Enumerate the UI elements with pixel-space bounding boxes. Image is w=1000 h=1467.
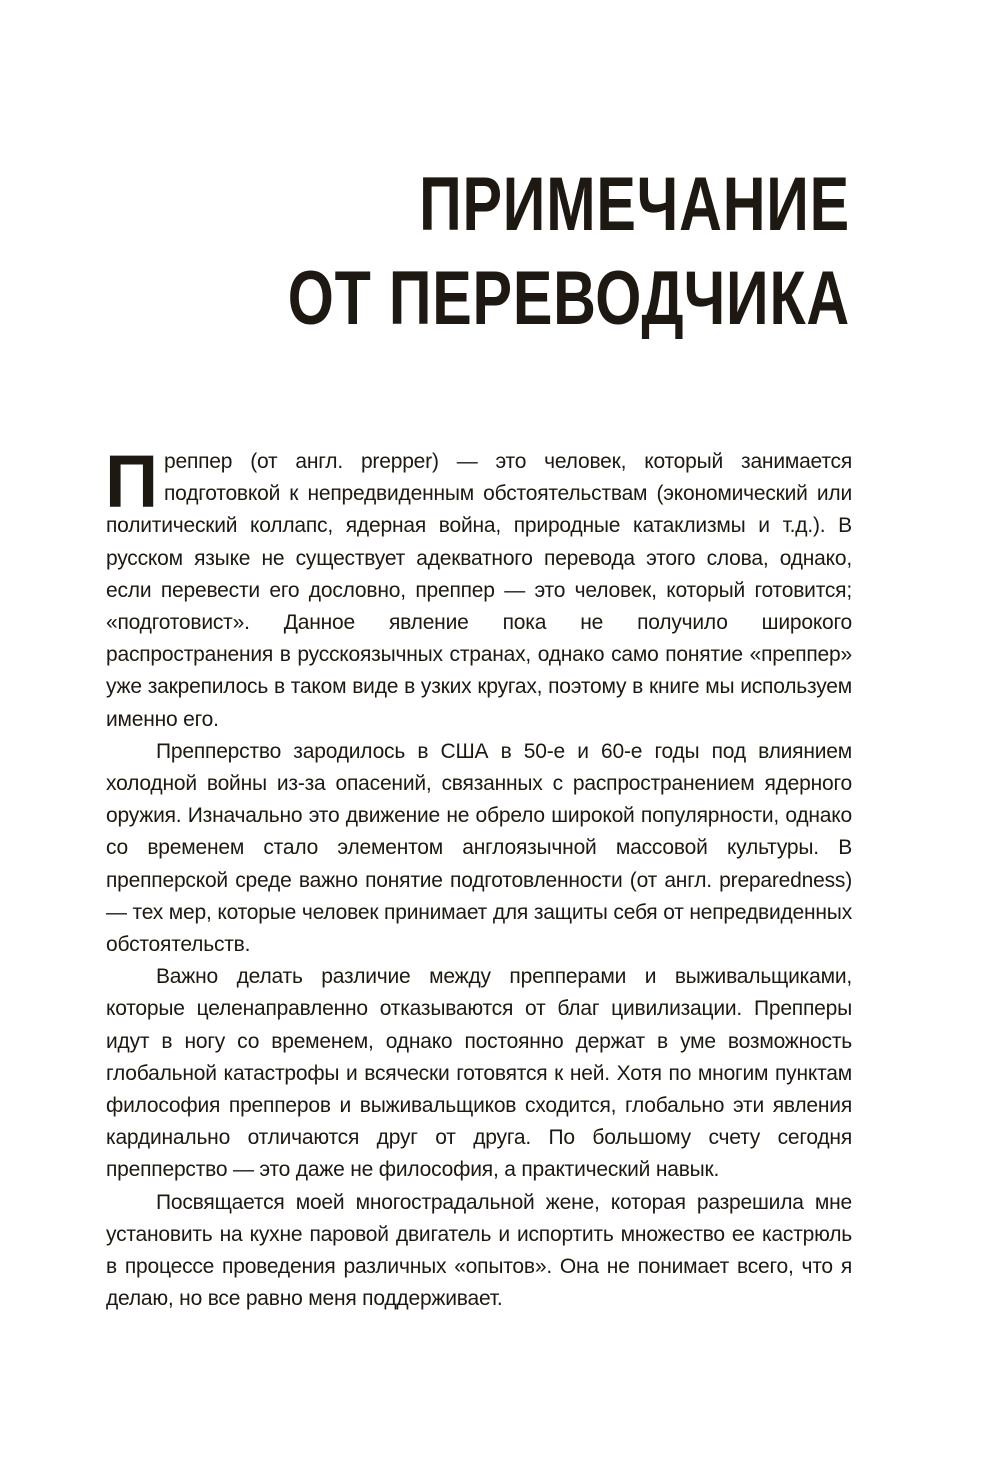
title-line-1: ПРИМЕЧАНИЕ (419, 162, 850, 247)
paragraph-3: Важно делать различие между препперами и выживальщиками, которые целенаправленно отказываются от благ цивилизации. Препперы идут в ногу со временем, однако постоянно держат в уме возможность глобальной катастрофы и всячески готовятся к ней. Хотя по многим пунктам философия препперов и выживальщиков сходится, глобально эти явления кардинально отличаются друг от друга. По большому счету сегодня препперство — это даже не философия, а практический навык. (106, 965, 852, 1182)
paragraph-4: Посвящается моей многострадальной жене, которая разрешила мне установить на кухне паровой двигатель и испортить множество ее кастрюль в процессе проведения различных «опытов». Она не понимает всего, что я делаю, но все равно меня поддерживает. (106, 1190, 852, 1311)
paragraph-1 (105, 440, 852, 736)
body-text (105, 440, 852, 1315)
title-line-2: ОТ ПЕРЕВОДЧИКА (287, 256, 851, 341)
paragraph-2: Препперство зародилось в США в 50-е и 60-е годы под влиянием холодной войны из-за опасений, связанных с распространением ядерного оружия. Изначально это движение не обрело широкой популярности, однако со временем стало элементом англоязычной массовой культуры. В препперской среде важно понятие подготовленности (от англ. preparedness) — тех мер, которые человек принимает для защиты себя от непредвиденных обстоятельств. (106, 739, 852, 957)
page-title (257, 158, 850, 346)
drop-cap: П (105, 440, 158, 523)
paragraph-1-text: реппер (от англ. prepper) — это человек, который занимается подготовкой к непредвиденным обстоятельствам (экономический или политический коллапс, ядерная война, природные катаклизмы и т.д.). В русском языке не существует адекватного перевода этого слова, однако, если перевести его дословно, преппер — это человек, который готовится; «подготовист». Данное явление пока не получило широкого распространения в русскоязычных странах, однако само понятие «преппер» уже закрепилось в таком виде в узких кругах, поэтому в книге мы используем именно его. (106, 450, 852, 731)
